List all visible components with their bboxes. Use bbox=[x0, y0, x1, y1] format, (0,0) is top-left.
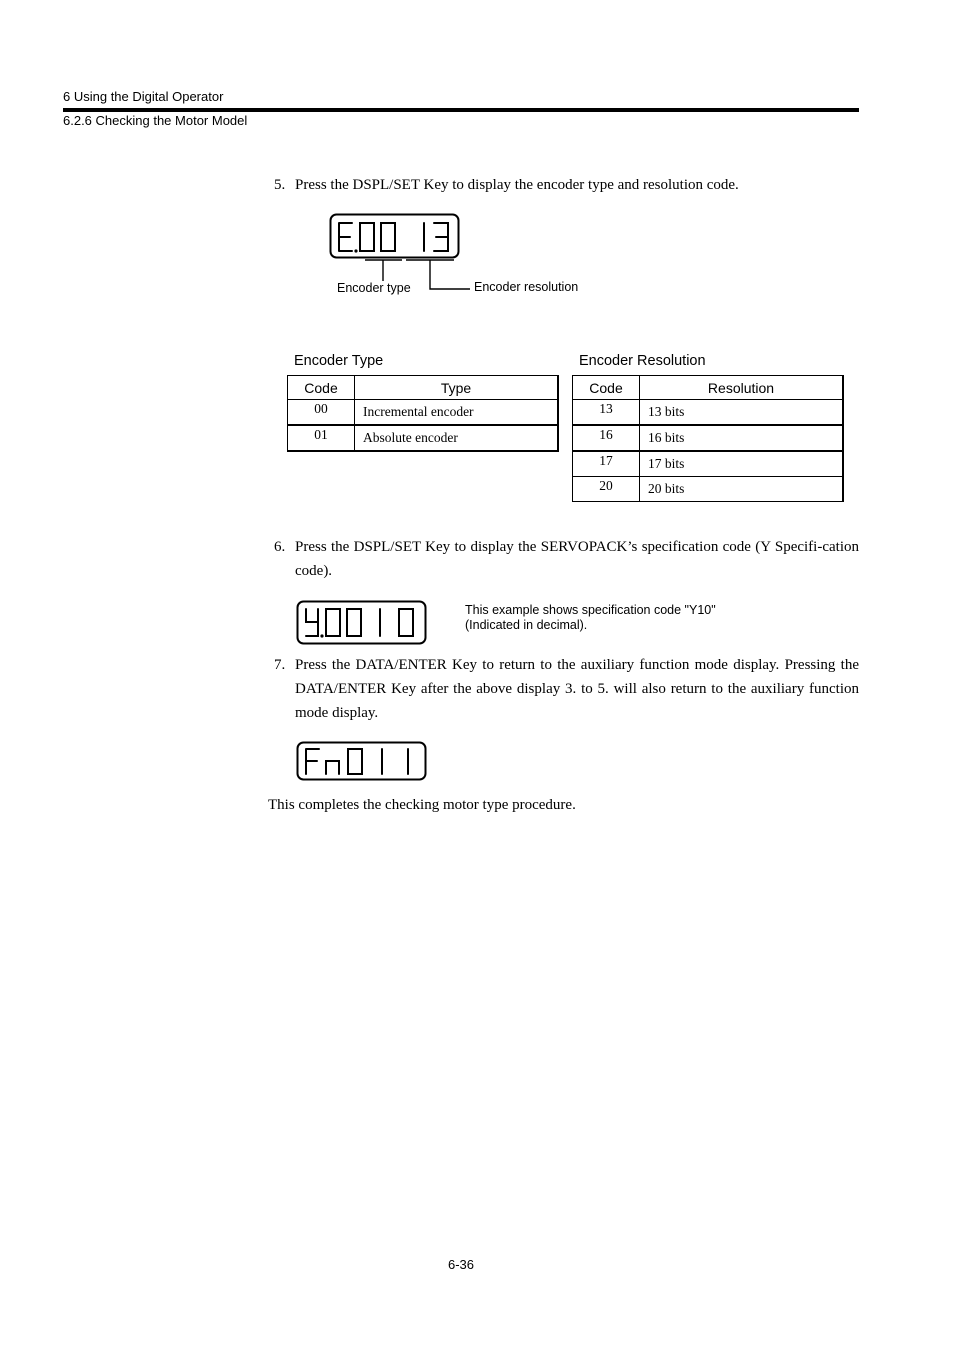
encoder-type-label: Encoder type bbox=[337, 281, 411, 295]
column-header-type: Type bbox=[355, 376, 559, 400]
step-7 bbox=[274, 653, 859, 725]
table-cell-value: Absolute encoder bbox=[355, 425, 559, 451]
table-cell-code: 16 bbox=[573, 425, 640, 451]
page-number: 6-36 bbox=[447, 1257, 475, 1272]
table-row bbox=[288, 400, 559, 426]
specification-note-line-1: This example shows specification code "Y10" bbox=[465, 603, 716, 617]
column-header-resolution: Resolution bbox=[640, 376, 844, 400]
encoder-resolution-table bbox=[572, 375, 844, 502]
table-row bbox=[573, 400, 844, 426]
table-cell-code: 13 bbox=[573, 400, 640, 426]
table-cell-value: 13 bits bbox=[640, 400, 844, 426]
function-display bbox=[296, 741, 428, 783]
encoder-resolution-title: Encoder Resolution bbox=[579, 353, 706, 369]
step-text: Press the DATA/ENTER Key to return to the auxiliary function mode display. Pressing the DATA/ENTER Key after the above display 3. to 5. will also return to the auxiliary function mode display. bbox=[295, 657, 859, 721]
specification-note bbox=[465, 603, 716, 633]
step-number: 5. bbox=[274, 177, 286, 193]
column-header-code: Code bbox=[288, 376, 355, 400]
table-row bbox=[573, 425, 844, 451]
conclusion-text: This completes the checking motor type procedure. bbox=[268, 797, 576, 813]
table-header-row bbox=[573, 376, 844, 400]
header-chapter: 6 Using the Digital Operator bbox=[63, 89, 224, 104]
column-header-code: Code bbox=[573, 376, 640, 400]
header-rule bbox=[63, 108, 859, 112]
step-6 bbox=[274, 535, 859, 583]
table-cell-code: 20 bbox=[573, 477, 640, 502]
encoder-resolution-label: Encoder resolution bbox=[474, 280, 579, 294]
table-cell-value: 17 bits bbox=[640, 451, 844, 477]
table-cell-code: 01 bbox=[288, 425, 355, 451]
table-cell-value: 16 bits bbox=[640, 425, 844, 451]
step-text: Press the DSPL/SET Key to display the SERVOPACK’s specification code (Y Specifi-cation code). bbox=[295, 539, 859, 579]
table-cell-value: Incremental encoder bbox=[355, 400, 559, 426]
table-cell-code: 17 bbox=[573, 451, 640, 477]
encoder-type-title: Encoder Type bbox=[294, 353, 384, 369]
table-header-row bbox=[288, 376, 559, 400]
step-number: 6. bbox=[274, 539, 286, 555]
step-5 bbox=[274, 173, 859, 197]
table-row bbox=[288, 425, 559, 451]
encoder-display bbox=[329, 213, 461, 261]
table-row bbox=[573, 477, 844, 502]
specification-display bbox=[296, 600, 428, 646]
step-text: Press the DSPL/SET Key to display the encoder type and resolution code. bbox=[295, 177, 739, 193]
header-section: 6.2.6 Checking the Motor Model bbox=[63, 113, 248, 128]
step-number: 7. bbox=[274, 657, 286, 673]
table-cell-value: 20 bits bbox=[640, 477, 844, 502]
table-row bbox=[573, 451, 844, 477]
specification-note-line-2: (Indicated in decimal). bbox=[465, 618, 588, 632]
table-cell-code: 00 bbox=[288, 400, 355, 426]
encoder-type-table bbox=[287, 375, 559, 452]
